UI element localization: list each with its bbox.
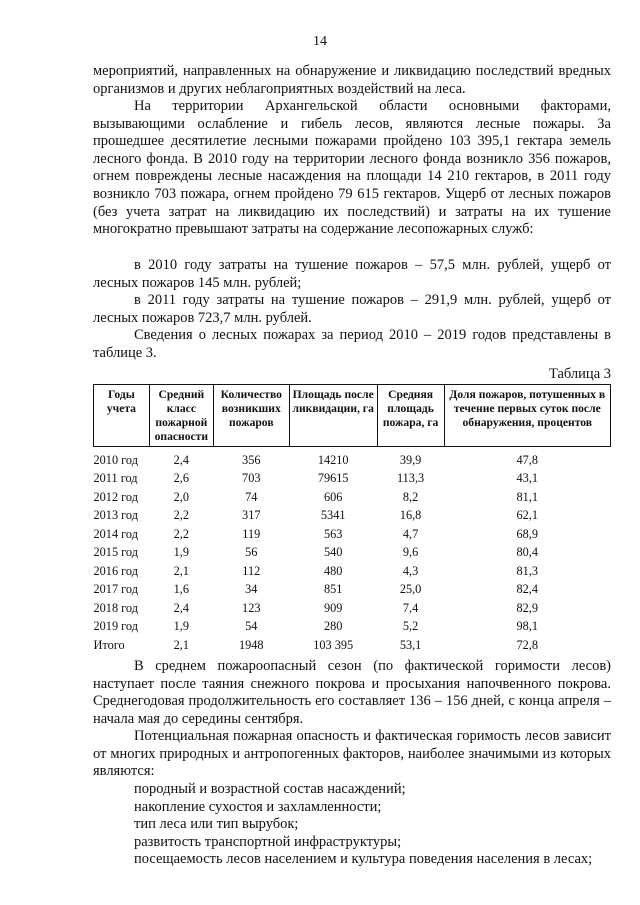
table-cell: 4,3 xyxy=(402,563,419,578)
factor-list-item: накопление сухостоя и захламленности; xyxy=(134,798,382,815)
table-cell: 2,2 xyxy=(173,526,190,541)
factor-list-item: породный и возрастной состав насаждений; xyxy=(134,781,406,797)
table-row xyxy=(94,636,611,655)
table-cell: 480 xyxy=(323,563,343,578)
table-cell: 2019 год xyxy=(93,619,138,634)
table-cell: 74 xyxy=(245,489,258,504)
table-cell: 2010 год xyxy=(93,452,138,467)
table-cell: 47,8 xyxy=(516,452,539,467)
table-cell: 112 xyxy=(242,563,261,578)
table-cell: 34 xyxy=(245,582,258,597)
factors-paragraph: Потенциальная пожарная опасность и фактическая горимость лесов зависит от многих природных и антропогенных факторов, наиболее значимыми из которых являются: xyxy=(93,728,611,780)
table-row xyxy=(94,562,611,581)
table-caption: Таблица 3 xyxy=(548,366,611,382)
table-cell: 2011 год xyxy=(93,471,138,486)
table-cell: 2,4 xyxy=(173,600,190,615)
table-cell: 82,4 xyxy=(516,582,539,597)
table-row xyxy=(94,470,611,489)
header-first-day-share: Доля пожаров, потушенных в течение первых суток после обнаружения, процентов xyxy=(444,385,610,447)
table-cell: 703 xyxy=(242,471,261,486)
table-cell: 81,1 xyxy=(516,489,539,504)
season-paragraph: В среднем пожароопасный сезон (по фактической горимости лесов) наступает после таяния снежного покрова и просыхания напочвенного покрова. Среднегодовая продолжительность его составляет 136 – 156 дней, с конца апреля – начала мая до середины сентября. xyxy=(93,658,611,727)
factor-list-item: посещаемость лесов населением и культура поведения населения в лесах; xyxy=(134,851,593,868)
header-fire-count: Количество возникших пожаров xyxy=(213,385,289,447)
table-cell: 851 xyxy=(323,582,343,597)
table-cell: 1,9 xyxy=(173,619,190,634)
table-row xyxy=(94,618,611,637)
table-row xyxy=(94,599,611,618)
table-cell: 2015 год xyxy=(93,545,138,560)
table-cell: 2013 год xyxy=(93,508,138,523)
table-cell: 9,6 xyxy=(402,545,419,560)
table-cell: 25,0 xyxy=(399,582,422,597)
table-cell: 317 xyxy=(242,508,261,523)
table-row xyxy=(94,488,611,507)
table-cell: 1,6 xyxy=(173,582,190,597)
costs-2010-paragraph: в 2010 году затраты на тушение пожаров – 57,5 млн. рублей, ущерб от лесных пожаров 145 млн. рублей; xyxy=(93,257,611,291)
fires-paragraph: На территории Архангельской области основными факторами, вызывающими ослабление и гибель лесов, являются лесные пожары. За прошедшее десятилетие лесными пожарами пройдено 103 395,1 гектара земель лесного фонда. В 2010 году на территории лесного фонда возникло 356 пожаров, огнем повреждены лесные насаждения на площади 14 210 гектаров, в 2011 году возникло 703 пожара, огнем пройдено 79 615 гектаров. Ущерб от лесных пожаров (без учета затрат на ликвидацию их последствий) и затраты на их тушение многократно превышают затраты на содержание лесопожарных служб: xyxy=(93,98,611,238)
header-avg-area: Средняя площадь пожара, га xyxy=(377,385,444,447)
table-cell: 62,1 xyxy=(516,508,539,523)
table-cell: 540 xyxy=(323,545,343,560)
table-cell: 2,0 xyxy=(173,489,190,504)
table-cell: 2,1 xyxy=(173,637,190,652)
table-cell: 16,8 xyxy=(399,508,422,523)
table-reference-paragraph: Сведения о лесных пожарах за период 2010 – 2019 годов представлены в таблице 3. xyxy=(93,327,611,361)
table-cell: 123 xyxy=(242,600,261,615)
table-cell: 82,9 xyxy=(516,600,539,615)
table-cell: 356 xyxy=(242,452,261,467)
table-cell: 103 395 xyxy=(313,637,354,652)
table-cell: 2,6 xyxy=(173,471,190,486)
table-row xyxy=(94,447,611,470)
table-cell: 2016 год xyxy=(93,563,138,578)
table-cell: 2018 год xyxy=(93,600,138,615)
table-cell: 43,1 xyxy=(516,471,539,486)
table-cell: 14210 xyxy=(317,452,349,467)
table-cell: 80,4 xyxy=(516,545,539,560)
table-cell: 7,4 xyxy=(402,600,419,615)
table-cell: 909 xyxy=(323,600,343,615)
table-cell: 113,3 xyxy=(396,471,425,486)
table-cell: 56 xyxy=(245,545,258,560)
header-fire-class: Средний класс пожарной опасности xyxy=(149,385,213,447)
table-cell: Итого xyxy=(93,637,125,652)
table-cell: 1948 xyxy=(238,637,264,652)
table-cell: 2,1 xyxy=(173,563,190,578)
table-cell: 2012 год xyxy=(93,489,138,504)
table-cell: 5341 xyxy=(320,508,346,523)
factor-list-item: развитость транспортной инфраструктуры; xyxy=(134,833,402,850)
table-cell: 72,8 xyxy=(516,637,539,652)
table-header-row xyxy=(94,385,611,447)
table-row xyxy=(94,525,611,544)
table-cell: 54 xyxy=(245,619,258,634)
table-cell: 79615 xyxy=(317,471,349,486)
forest-fires-table xyxy=(93,384,611,655)
table-cell: 2,2 xyxy=(173,508,190,523)
header-area: Площадь после ликвидации, га xyxy=(289,385,377,447)
table-cell: 5,2 xyxy=(402,619,419,634)
table-cell: 1,9 xyxy=(173,545,190,560)
page-number: 14 xyxy=(313,34,327,49)
costs-2011-paragraph: в 2011 году затраты на тушение пожаров – 291,9 млн. рублей, ущерб от лесных пожаров 723,7 млн. рублей. xyxy=(93,292,611,326)
table-cell: 53,1 xyxy=(399,637,422,652)
table-cell: 2017 год xyxy=(93,582,138,597)
header-years: Годы учета xyxy=(94,385,150,447)
table-row xyxy=(94,544,611,563)
table-cell: 2,4 xyxy=(173,452,190,467)
table-cell: 81,3 xyxy=(516,563,539,578)
table-cell: 119 xyxy=(242,526,261,541)
table-cell: 280 xyxy=(323,619,343,634)
table-cell: 98,1 xyxy=(516,619,539,634)
factor-list-item: тип леса или тип вырубок; xyxy=(134,816,299,833)
intro-paragraph: мероприятий, направленных на обнаружение и ликвидацию последствий вредных организмов и других неблагоприятных воздействий на леса. xyxy=(93,63,611,97)
table-cell: 68,9 xyxy=(516,526,539,541)
table-row xyxy=(94,581,611,600)
table-cell: 2014 год xyxy=(93,526,138,541)
table-cell: 606 xyxy=(323,489,343,504)
table-cell: 8,2 xyxy=(402,489,419,504)
table-cell: 4,7 xyxy=(402,526,419,541)
table-row xyxy=(94,507,611,526)
table-cell: 563 xyxy=(323,526,343,541)
table-cell: 39,9 xyxy=(399,452,422,467)
